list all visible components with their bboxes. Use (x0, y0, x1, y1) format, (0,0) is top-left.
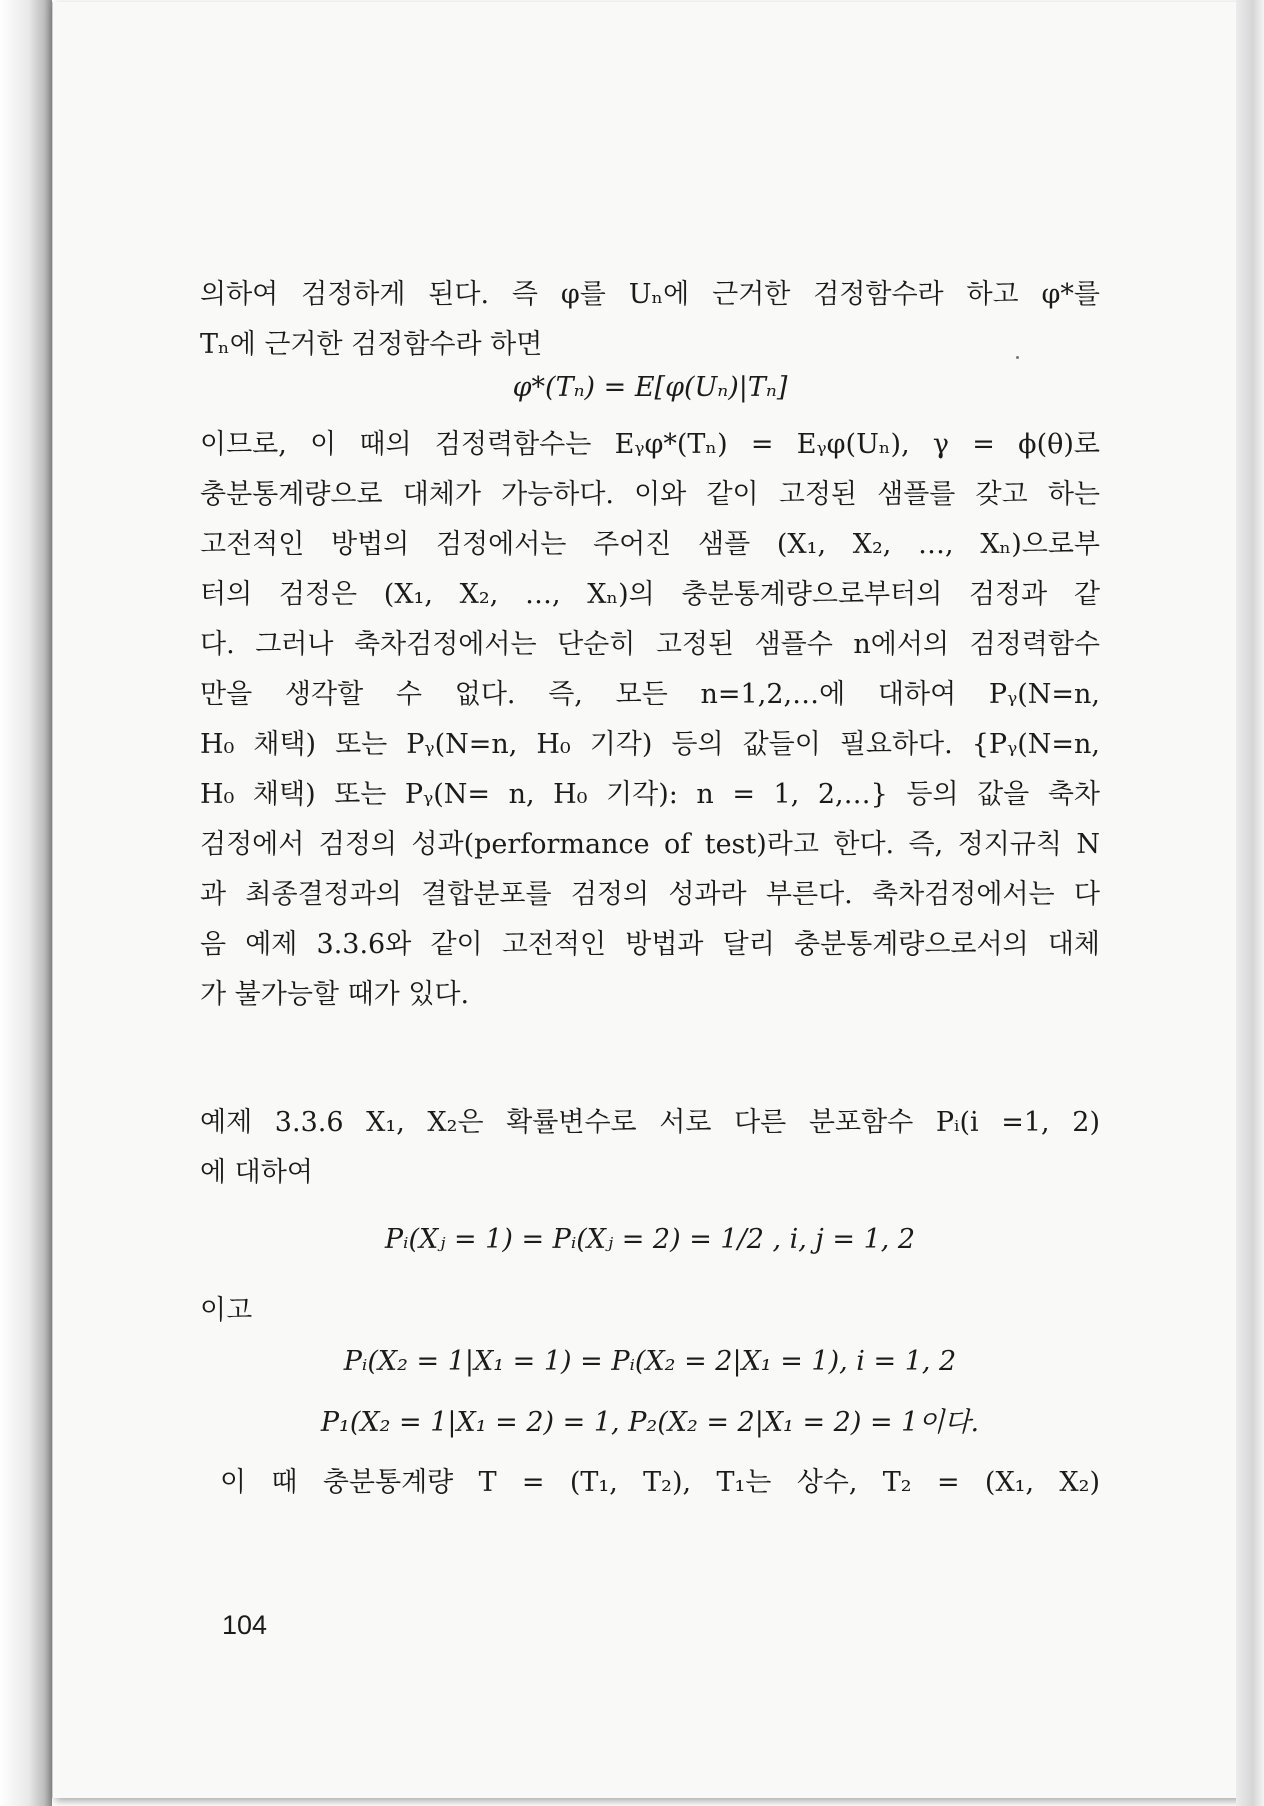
text-line: 고전적인 방법의 검정에서는 주어진 샘플 (X₁, X₂, …, Xₙ)으로부 (200, 529, 1100, 560)
book-spine (0, 0, 52, 1806)
text-line: 의하여 검정하게 된다. 즉 φ를 Uₙ에 근거한 검정함수라 하고 φ*를 (200, 279, 1100, 310)
text-line: 검정에서 검정의 성과(performance of test)라고 한다. 즉, 정지규칙 N (200, 829, 1100, 860)
text-line: 과 최종결정과의 결합분포를 검정의 성과라 부른다. 축차검정에서는 다 (200, 879, 1100, 910)
text-line: 에 대하여 (200, 1157, 313, 1188)
text-line: H₀ 채택) 또는 Pᵧ(N=n, H₀ 기각) 등의 값들이 필요하다. {Pᵧ(N=n, (200, 729, 1100, 760)
equation: φ*(Tₙ) = E[φ(Uₙ)|Tₙ] (512, 372, 788, 403)
equation: P₁(X₂ = 1|X₁ = 2) = 1, P₂(X₂ = 2|X₁ = 2) = 1이다. (320, 1407, 980, 1438)
text-line: 이고 (200, 1295, 253, 1326)
text-line: 터의 검정은 (X₁, X₂, …, Xₙ)의 충분통계량으로부터의 검정과 같 (200, 579, 1100, 610)
text-line: 음 예제 3.3.6와 같이 고전적인 방법과 달리 충분통계량으로서의 대체 (200, 929, 1100, 960)
text-line: H₀ 채택) 또는 Pᵧ(N= n, H₀ 기각): n = 1, 2,…} 등의 값을 축차 (200, 779, 1100, 810)
page-edge (1236, 0, 1264, 1806)
equation: Pᵢ(X₂ = 1|X₁ = 1) = Pᵢ(X₂ = 2|X₁ = 1), i = 1, 2 (343, 1346, 957, 1377)
text-line: 충분통계량으로 대체가 가능하다. 이와 같이 고정된 샘플를 갖고 하는 (200, 479, 1100, 510)
text-line: 이므로, 이 때의 검정력함수는 Eᵧφ*(Tₙ) = Eᵧφ(Uₙ), γ = ϕ(θ)로 (200, 429, 1100, 460)
text-line: Tₙ에 근거한 검정함수라 하면 (200, 329, 543, 360)
page-number: 104 (222, 1610, 268, 1640)
text-line: 가 불가능할 때가 있다. (200, 979, 470, 1010)
text-line: 다. 그러나 축차검정에서는 단순히 고정된 샘플수 n에서의 검정력함수 (200, 629, 1100, 660)
example-heading: 예제 3.3.6 X₁, X₂은 확률변수로 서로 다른 분포함수 Pᵢ(i =1, 2) (200, 1107, 1100, 1138)
text-line: 이 때 충분통계량 T = (T₁, T₂), T₁는 상수, T₂ = (X₁, X₂) (220, 1467, 1100, 1498)
text-line: 만을 생각할 수 없다. 즉, 모든 n=1,2,…에 대하여 Pᵧ(N=n, (200, 679, 1100, 710)
equation: Pᵢ(Xⱼ = 1) = Pᵢ(Xⱼ = 2) = 1/2 , i, j = 1, 2 (384, 1224, 916, 1255)
